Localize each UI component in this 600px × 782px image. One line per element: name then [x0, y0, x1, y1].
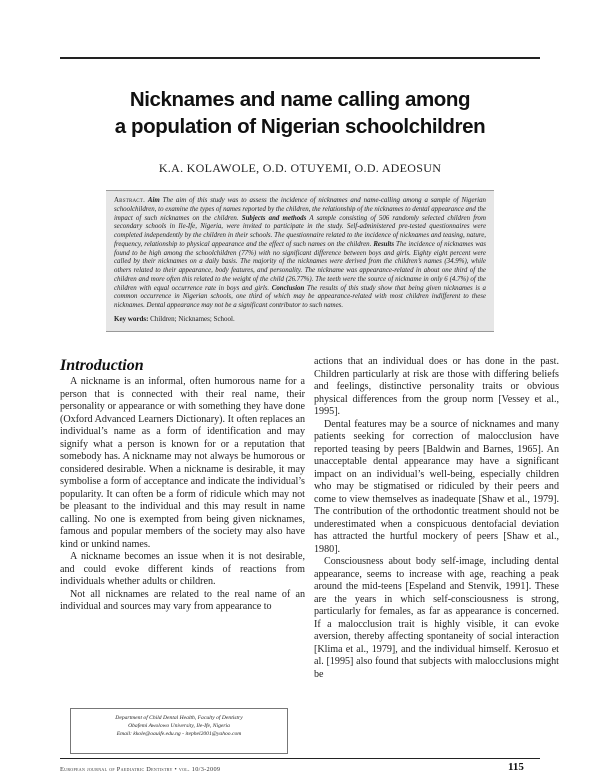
- intro-paragraph-6: Consciousness about body self-image, including dental appearance, seems to increase with age, reaching a peak around the mid-teens [Espeland and Stenvik, 1991]. These are the years in which self-consciousness is strong, particularly for females, as far as appearance is concerned. If a malocclusion trait is highly visible, it can evoke aversion, thereby affecting spontaneity of social interaction [Klima et al., 1979], and the individual himself. Kerosuo et al. [1995] also found that subjects with malocclusions might be: [314, 556, 559, 680]
- intro-paragraph-3: Not all nicknames are related to the real name of an individual and sources may vary from appearance to: [60, 588, 305, 612]
- introduction-heading: Introduction: [60, 357, 144, 374]
- abstract-text: [114, 197, 486, 311]
- intro-paragraph-1: A nickname is an informal, often humorous name for a person that is connected with their real name, their personality or appearance or with something they have done (Oxford Advanced Learners Dictionary). It often replaces an individual’s name as a form of identification and may signify what a person is known for or a reputation that somebody has. A nickname may not always be humorous or considered desirable. When a nickname is desirable, it may symbolise a form of acceptance and indicate the individual’s popularity. It can often be a form of ridicule which may not be pleasant to the individual and this may result in name calling. No one is exempted from being given nicknames, famous and popular members of the society may also have kind or unkind names.: [60, 376, 305, 550]
- affiliation-university: Obafemi Awolowo University, Ile-Ife, Nigeria: [128, 723, 230, 729]
- abstract-results: The incidence of nicknames was found to be high among the schoolchildren (77%) with no significant difference between boys and girls. Eighty eight percent were called by their nicknames on a daily basis. The majority of the nicknames were derived from the children’s names (34.9%), while others related to their appearance, body features, and personality. The nickname was appearance-related in about one third of the children and more often this related to the weight of the child (26.77%). The teeth were the source of nickname in only 6 (4.7%) of the children with equal occurrence rate in boys and girls.: [114, 240, 486, 292]
- top-rule: [60, 57, 540, 59]
- intro-paragraph-2: A nickname becomes an issue when it is not desirable, and could evoke different kinds of reactions from individuals whether adults or children.: [60, 551, 305, 587]
- keywords-list: Children; Nicknames; School.: [150, 314, 235, 323]
- footer-journal-name: European journal of Paediatric Dentistry • vol. 10/3-2009: [60, 766, 221, 773]
- abstract-methods: A sample consisting of 506 randomly selected children from secondary schools in Ile-Ife, Nigeria, were invited to participate in the study. Self-administered pre-tested questionnaires were completed independently by the children in their schools. The questionnaire related to the incidence of nicknames and teasing, nature, frequency, relationship to physical appearance and the effect of such names on the children.: [114, 214, 486, 248]
- title-line-1: Nicknames and name calling among: [129, 88, 471, 111]
- abstract-conclusion: The results of this study show that being given nicknames is a common occurrence in Nigerian schools, one third of which may be appearance-related with most children indifferent to these nicknames. Dental appearance may not be a significant contributor to such names.: [114, 284, 486, 309]
- author-list: K.A. KOLAWOLE, O.D. OTUYEMI, O.D. ADEOSUN: [158, 161, 442, 175]
- abstract-aim-heading: Aim: [147, 197, 160, 204]
- abstract-conclusion-heading: Conclusion: [271, 284, 305, 292]
- page-number: 115: [508, 761, 524, 773]
- intro-paragraph-4: actions that an individual does or has done in the past. Children particularly at risk are those with differing beliefs and feelings, distinctive personality traits or obvious physical differences from the group norm [Vessey et al., 1995].: [314, 356, 559, 417]
- abstract-label: Abstract.: [114, 197, 146, 204]
- abstract-results-heading: Results: [373, 240, 395, 248]
- right-column: [314, 356, 559, 681]
- affiliation-box: [70, 708, 288, 754]
- abstract-methods-heading: Subjects and methods: [241, 214, 307, 222]
- affiliation-email: Email: kkole@oauife.edu.ng - itephel2001@yahoo.com: [116, 731, 242, 737]
- title-line-2: a population of Nigerian schoolchildren: [114, 115, 486, 138]
- intro-paragraph-5: Dental features may be a source of nicknames and many patients seeking for correction of malocclusion have reported teasing by peers [Baldwin and Barnes, 1965]. An unacceptable dental appearance may have a significant impact on an individual’s well-being, especially children who may be stigmatised or ridiculed by their peers and come to view themselves as inadequate [Shaw et al., 1979]. The contribution of the orthodontic treatment should not be underestimated when a conspicuous dentofacial deviation has attracted the hurtful mockery of peers [Shaw et al., 1980].: [314, 418, 559, 555]
- abstract-box: [106, 190, 494, 332]
- keywords-label: Key words:: [114, 314, 149, 323]
- paper-title: [60, 86, 540, 140]
- keywords: [114, 315, 486, 323]
- affiliation-department: Department of Child Dental Health, Faculty of Dentistry: [115, 715, 243, 721]
- abstract-aim: The aim of this study was to assess the incidence of nicknames and name-calling among a sample of Nigerian schoolchildren, to examine the types of names reported by the children, the relationship of the nicknames to dental appearance and the impact of such nicknames on the children.: [114, 197, 486, 222]
- left-column: [60, 356, 305, 614]
- footer-rule: [60, 758, 540, 759]
